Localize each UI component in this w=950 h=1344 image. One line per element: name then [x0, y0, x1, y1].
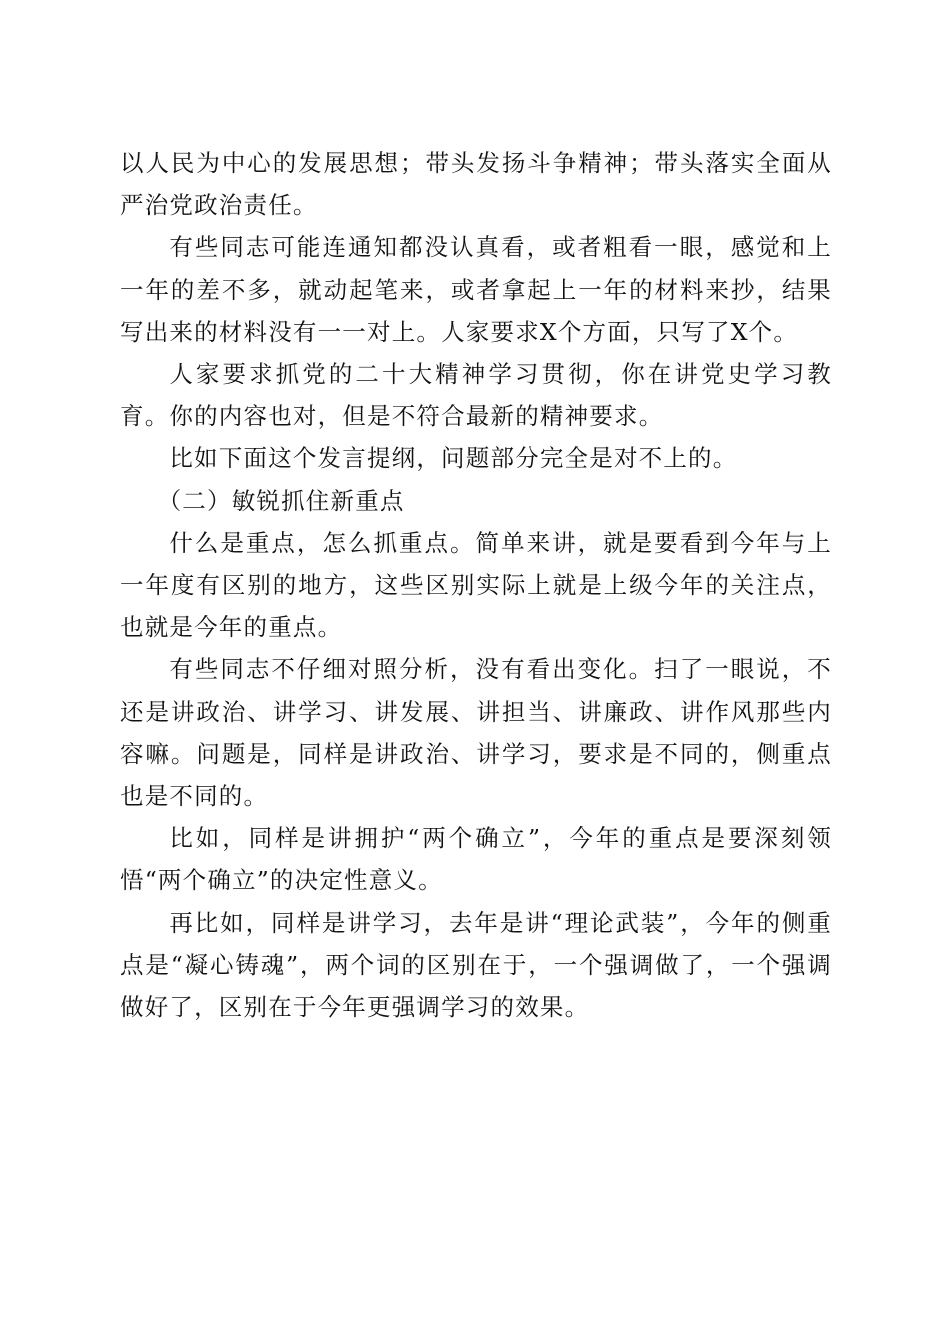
- paragraph-2: 有些同志可能连通知都没认真看，或者粗看一眼，感觉和上一年的差不多，就动起笔来，或者拿起上一年的材料来抄，结果写出来的材料没有一一对上。人家要求X个方面，只写了X个。: [120, 233, 832, 346]
- paragraph-8: 再比如，同样是讲学习，去年是讲“理论武装”，今年的侧重点是“凝心铸魂”，两个词的区别在于，一个强调做了，一个强调做好了，区别在于今年更强调学习的效果。: [120, 908, 832, 1022]
- document-page: [120, 142, 832, 1028]
- paragraph-3: 人家要求抓党的二十大精神学习贯彻，你在讲党史学习教育。你的内容也对，但是不符合最新的精神要求。: [120, 360, 832, 431]
- section-heading: （二）敏锐抓住新重点: [157, 486, 405, 515]
- paragraph-4: 比如下面这个发言提纲，问题部分完全是对不上的。: [169, 444, 738, 473]
- paragraph-6: 有些同志不仔细对照分析，没有看出变化。扫了一眼说，不还是讲政治、讲学习、讲发展、讲担当、讲廉政、讲作风那些内容嘛。问题是，同样是讲政治、讲学习，要求是不同的，侧重点也是不同的。: [120, 655, 832, 811]
- paragraph-5: 什么是重点，怎么抓重点。简单来讲，就是要看到今年与上一年度有区别的地方，这些区别实际上就是上级今年的关注点，也就是今年的重点。: [120, 528, 832, 642]
- paragraph-7: 比如，同样是讲拥护“两个确立”，今年的重点是要深刻领悟“两个确立”的决定性意义。: [120, 824, 832, 895]
- paragraph-1: 以人民为中心的发展思想；带头发扬斗争精神；带头落实全面从严治党政治责任。: [120, 149, 832, 220]
